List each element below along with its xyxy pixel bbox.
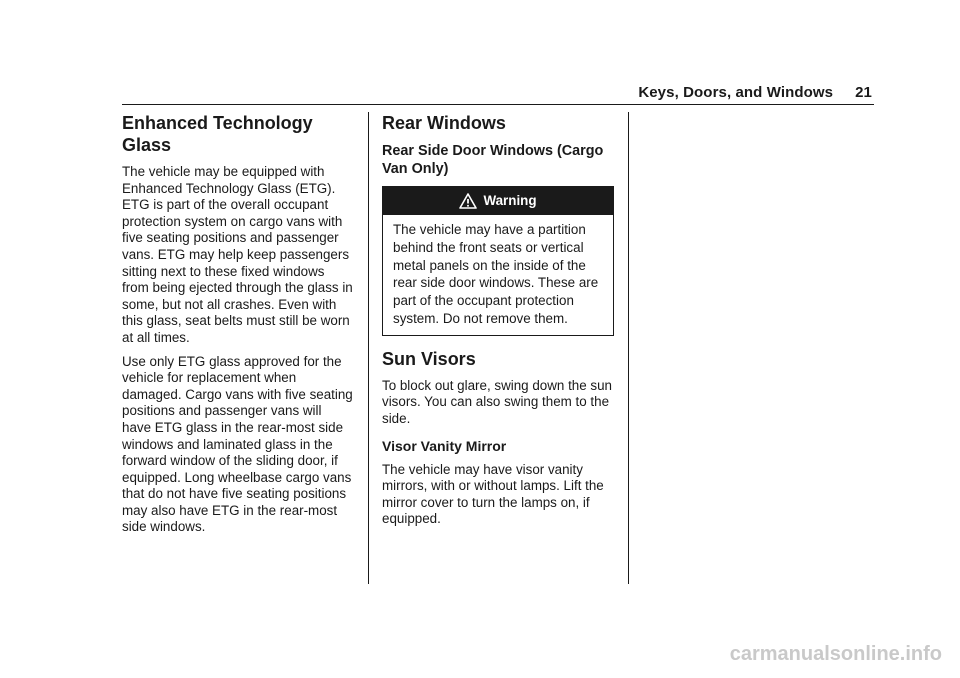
subheading-visor-vanity-mirror: Visor Vanity Mirror bbox=[382, 437, 507, 454]
column-divider-1 bbox=[368, 112, 369, 584]
warning-text: The vehicle may have a partition behind the front seats or vertical metal panels on the inside of the rear side door windows. These are part of the occupant protection system. Do not remove them. bbox=[393, 222, 599, 326]
heading-enhanced-technology-glass: Enhanced Technology Glass bbox=[122, 113, 313, 155]
warning-box bbox=[382, 186, 614, 336]
etg-paragraph-2: Use only ETG glass approved for the vehicle for replacement when damaged. Cargo vans with five seating positions and passenger vans will have ETG glass in the rear-most side windows and laminated glass in the forward window of the sliding door, if equipped. Long wheelbase cargo vans that do not have five seating positions may also have ETG in the rear-most side windows. bbox=[122, 353, 353, 535]
sun-visors-paragraph: To block out glare, swing down the sun visors. You can also swing them to the side. bbox=[382, 377, 613, 426]
vanity-mirror-paragraph: The vehicle may have visor vanity mirrors, with or without lamps. Lift the mirror cover to turn the lamps on, if equipped. bbox=[382, 461, 604, 527]
warning-triangle-icon bbox=[459, 193, 477, 209]
etg-paragraph-1: The vehicle may be equipped with Enhanced Technology Glass (ETG). ETG is part of the overall occupant protection system on cargo vans with five seating positions and passenger vans. ETG may help keep passengers sitting next to these fixed windows from being ejected through the glass in some, but not all crashes. Even with this glass, seat belts must still be worn at all times. bbox=[122, 164, 353, 345]
watermark-text: carmanualsonline.info bbox=[729, 643, 942, 665]
section-title: Keys, Doors, and Windows bbox=[638, 84, 834, 101]
subheading-rear-side-door-windows: Rear Side Door Windows (Cargo Van Only) bbox=[382, 143, 604, 177]
column-middle bbox=[382, 112, 614, 535]
header-rule bbox=[122, 104, 874, 105]
warning-header bbox=[383, 187, 613, 215]
column-divider-2 bbox=[628, 112, 629, 584]
heading-sun-visors: Sun Visors bbox=[382, 348, 476, 369]
warning-label: Warning bbox=[483, 192, 537, 208]
page-number: 21 bbox=[855, 84, 872, 101]
column-left bbox=[122, 112, 354, 543]
running-header bbox=[638, 84, 872, 101]
heading-rear-windows: Rear Windows bbox=[382, 113, 506, 133]
